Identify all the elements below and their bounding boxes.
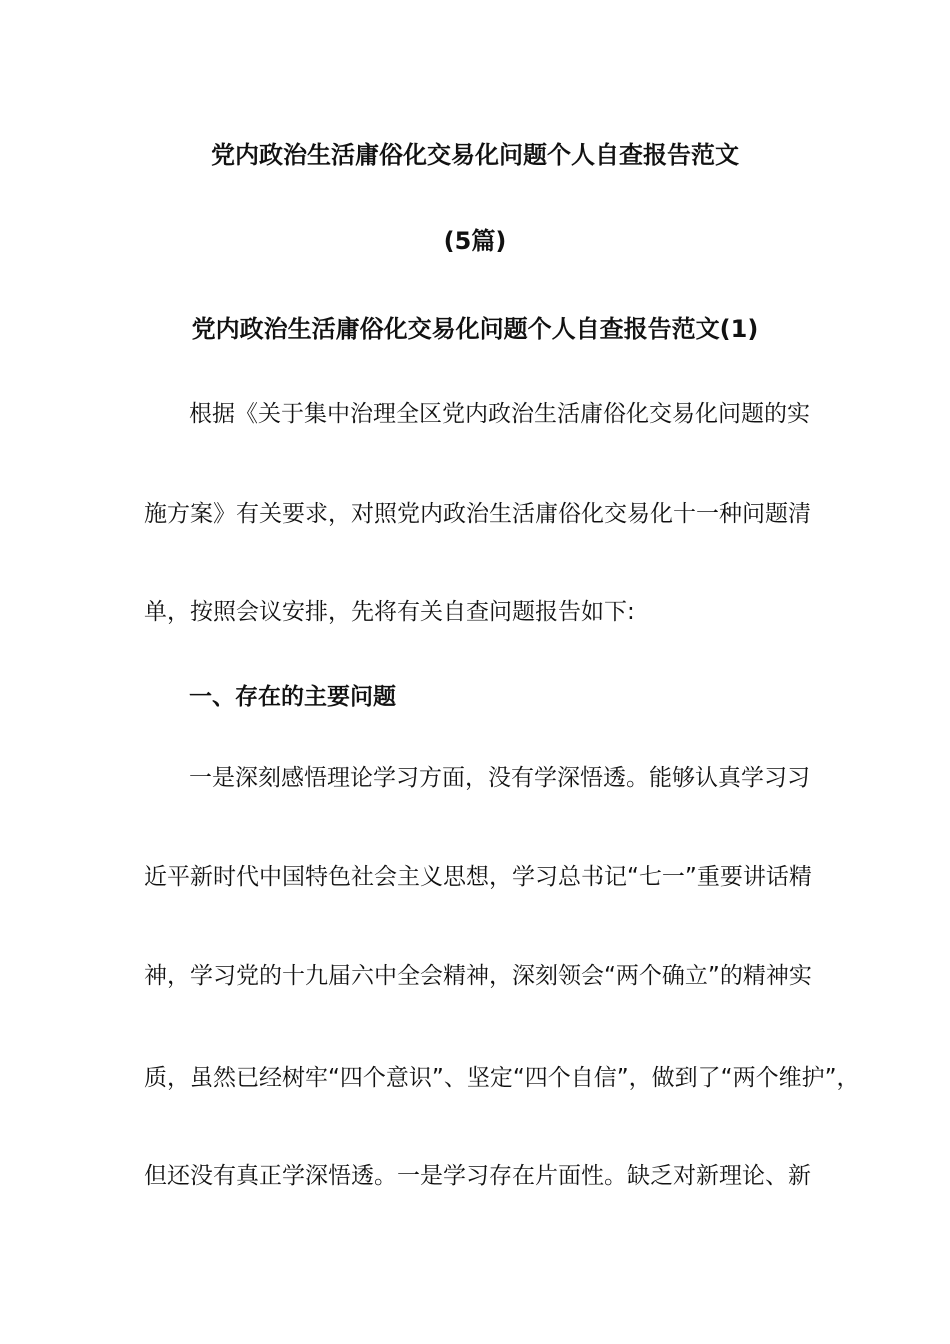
paragraph-line: 施方案》有关要求，对照党内政治生活庸俗化交易化十一种问题清 — [144, 501, 811, 527]
section-heading: 一、存在的主要问题 — [189, 684, 396, 710]
paragraph-line: 神，学习党的十九届六中全会精神，深刻领会“两个确立”的精神实 — [144, 963, 812, 989]
paragraph-line: 但还没有真正学深悟透。一是学习存在片面性。缺乏对新理论、新 — [144, 1163, 811, 1189]
paragraph-line: 一是深刻感悟理论学习方面，没有学深悟透。能够认真学习习 — [189, 765, 810, 791]
section-title: 党内政治生活庸俗化交易化问题个人自查报告范文(1) — [191, 315, 759, 343]
document-title: 党内政治生活庸俗化交易化问题个人自查报告范文 — [211, 141, 739, 169]
paragraph-line: 近平新时代中国特色社会主义思想，学习总书记“七一”重要讲话精 — [144, 864, 812, 890]
paragraph-line: 质，虽然已经树牢“四个意识”、坚定“四个自信”，做到了“两个维护”， — [144, 1065, 860, 1091]
paragraph-line: 根据《关于集中治理全区党内政治生活庸俗化交易化问题的实 — [189, 401, 810, 427]
document-title-count: (5篇) — [443, 227, 507, 255]
paragraph-line: 单，按照会议安排，先将有关自查问题报告如下: — [144, 599, 635, 625]
